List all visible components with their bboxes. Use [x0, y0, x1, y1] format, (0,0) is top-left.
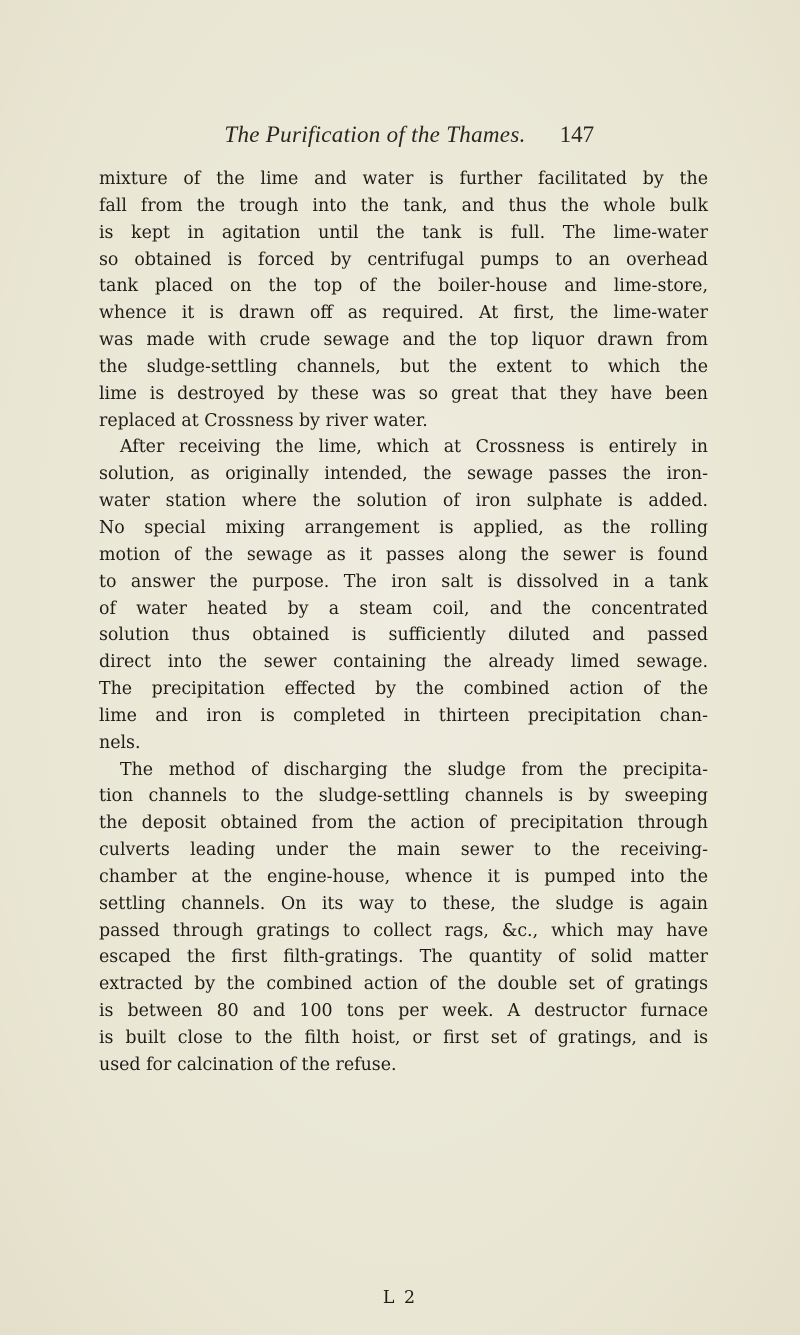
- text-line: motion of the sewage as it passes along the sewer is found: [99, 544, 708, 565]
- text-line: tion channels to the sludge-settling channels is by sweeping: [99, 786, 708, 807]
- text-line: mixture of the lime and water is further facilitated by the: [99, 169, 708, 189]
- text-line: lime and iron is completed in thirteen precipitation chan-: [99, 705, 708, 726]
- text-line: settling channels. On its way to these, the sludge is again: [99, 893, 708, 914]
- text-line: fall from the trough into the tank, and thus the whole bulk: [99, 195, 708, 216]
- text-line: extracted by the combined action of the double set of gratings: [99, 974, 708, 995]
- paragraph: [99, 434, 708, 756]
- text-line: used for calcination of the refuse.: [99, 1054, 397, 1075]
- text-line: chamber at the engine-house, whence it is pumped into the: [99, 866, 708, 887]
- running-head: [0, 122, 800, 156]
- text-line: solution thus obtained is sufficiently diluted and passed: [99, 625, 708, 646]
- text-line: replaced at Crossness by river water.: [99, 410, 428, 431]
- text-line: so obtained is forced by centrifugal pumps to an overhead: [99, 249, 708, 270]
- paragraph: [99, 166, 708, 434]
- text-line: of water heated by a steam coil, and the concentrated: [99, 598, 708, 619]
- text-line: escaped the first filth-gratings. The quantity of solid matter: [99, 947, 708, 968]
- text-line: The method of discharging the sludge from the precipita-: [120, 759, 708, 780]
- paragraph: [99, 757, 708, 1079]
- text-line: nels.: [99, 732, 141, 753]
- text-line: to answer the purpose. The iron salt is dissolved in a tank: [99, 571, 708, 592]
- text-line: water station where the solution of iron sulphate is added.: [99, 491, 708, 512]
- text-line: was made with crude sewage and the top liquor drawn from: [99, 330, 708, 351]
- signature-mark: L 2: [382, 1288, 418, 1308]
- text-line: whence it is drawn off as required. At first, the lime-water: [99, 303, 708, 324]
- page-number: 147: [559, 122, 595, 147]
- text-line: is built close to the filth hoist, or first set of gratings, and is: [99, 1028, 708, 1048]
- text-line: the deposit obtained from the action of precipitation through: [99, 813, 708, 834]
- text-line: culverts leading under the main sewer to the receiving-: [99, 840, 708, 861]
- text-line: solution, as originally intended, the sewage passes the iron-: [99, 464, 708, 485]
- text-line: No special mixing arrangement is applied, as the rolling: [99, 517, 708, 538]
- text-line: After receiving the lime, which at Crossness is entirely in: [120, 437, 708, 458]
- text-line: is between 80 and 100 tons per week. A destructor furnace: [99, 1001, 708, 1022]
- text-line: the sludge-settling channels, but the extent to which the: [99, 356, 708, 377]
- text-line: passed through gratings to collect rags, &c., which may have: [99, 920, 708, 941]
- body-text: [99, 166, 708, 1079]
- text-line: is kept in agitation until the tank is full. The lime-water: [99, 222, 708, 243]
- text-line: The precipitation effected by the combined action of the: [99, 679, 708, 700]
- text-line: tank placed on the top of the boiler-house and lime-store,: [99, 276, 708, 297]
- text-line: direct into the sewer containing the already limed sewage.: [99, 652, 708, 673]
- running-title: The Purification of the Thames.: [224, 122, 526, 147]
- text-line: lime is destroyed by these was so great that they have been: [99, 383, 708, 404]
